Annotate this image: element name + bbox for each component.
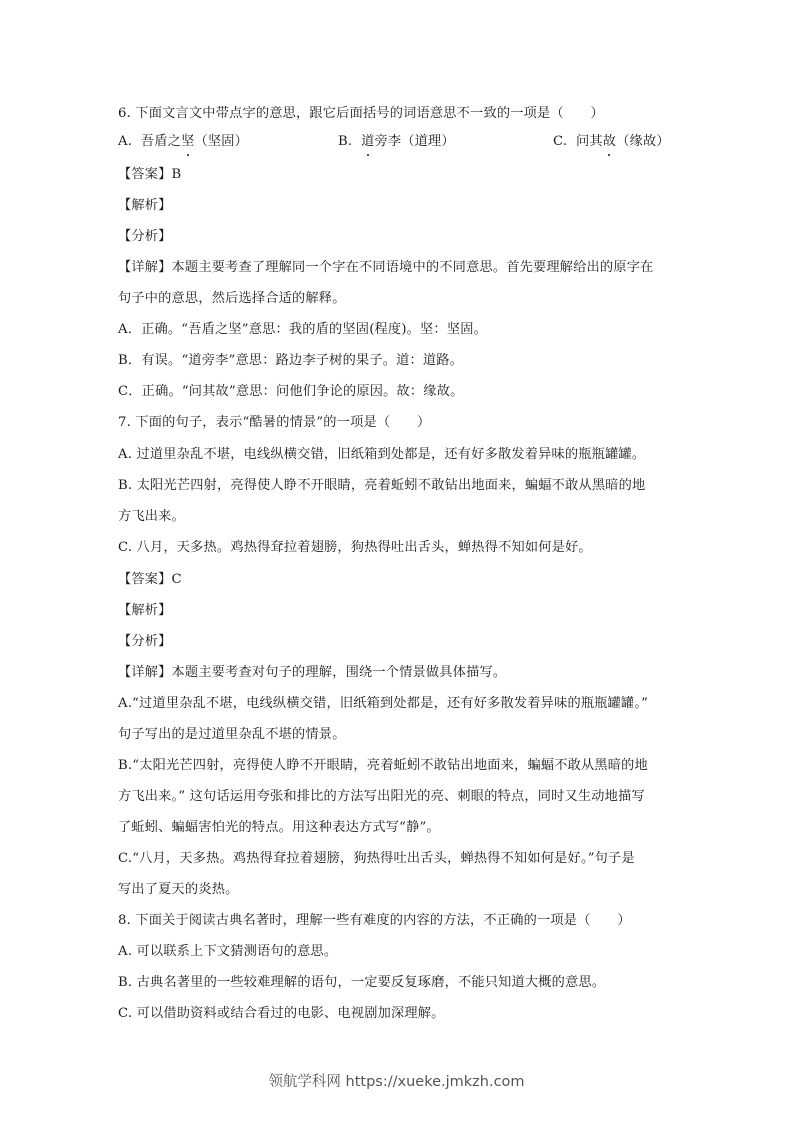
question-8-option-a: A. 可以联系上下文猜测语句的意思。 [118, 944, 338, 959]
question-6-fenxi-heading: 【分析】 [118, 229, 172, 244]
question-7-stem: 7. 下面的句子，表示“酷暑的情景”的一项是（ ） [118, 415, 431, 430]
question-8-option-c: C. 可以借助资料或结合看过的电影、电视剧加深理解。 [118, 1006, 445, 1021]
question-7-detail-line: 了蚯蚓、蝙蝠害怕光的特点。用这种表达方式写“静”。 [118, 820, 440, 835]
emphasis-dot-char: 坚 [181, 134, 195, 149]
question-7-detail-line: 【详解】本题主要考查对句子的理解，围绕一个情景做具体描写。 [118, 665, 507, 680]
emphasis-dot-char: 道 [361, 134, 375, 149]
question-7-option-b-cont: 方飞出来。 [118, 509, 185, 524]
question-7-detail-line: B.“太阳光芒四射，亮得使人睁不开眼睛，亮着蚯蚓不敢钻出地面来，蝙蝠不敢从黑暗的地 [118, 758, 648, 773]
question-6-option-c: C. 问其故（缘故） [553, 134, 670, 149]
question-7-fenxi-heading: 【分析】 [118, 634, 172, 649]
question-6-option-b: B. 道旁李（道理） [338, 134, 455, 149]
question-6-jiexi-heading: 【解析】 [118, 198, 172, 213]
question-6-detail-line: 【详解】本题主要考查了理解同一个字在不同语境中的不同意思。首先要理解给出的原字在 [118, 260, 654, 275]
footer-watermark: 领航学科网 https://xueke.jmkzh.com [268, 1074, 525, 1090]
question-7-detail-line: C.“八月，天多热。鸡热得耷拉着翅膀，狗热得吐出舌头，蝉热得不知如何是好。”句子是 [118, 851, 635, 866]
emphasis-dot-char: 故 [602, 134, 617, 149]
question-7-jiexi-heading: 【解析】 [118, 603, 172, 618]
question-7-answer: 【答案】C [118, 572, 182, 587]
question-6-detail-line: C．正确。“问其故”意思：问他们争论的原因。故：缘故。 [118, 384, 464, 399]
question-6-detail-line: 句子中的意思，然后选择合适的解释。 [118, 291, 346, 306]
question-7-detail-line: 句子写出的是过道里杂乱不堪的情景。 [118, 727, 346, 742]
question-6-answer: 【答案】B [118, 167, 182, 182]
question-7-option-c: C. 八月，天多热。鸡热得耷拉着翅膀，狗热得吐出舌头，蝉热得不知如何是好。 [118, 540, 592, 555]
question-7-detail-line: 方飞出来。” 这句话运用夸张和排比的方法写出阳光的亮、刺眼的特点，同时又生动地描写 [118, 789, 645, 804]
question-6-option-a: A. 吾盾之坚（坚固） [118, 134, 249, 149]
question-7-option-b: B. 太阳光芒四射，亮得使人睁不开眼睛，亮着蚯蚓不敢钻出地面来，蝙蝠不敢从黑暗的地 [118, 478, 646, 493]
question-8-option-b: B. 古典名著里的一些较难理解的语句，一定要反复琢磨，不能只知道大概的意思。 [118, 975, 606, 990]
question-6-detail-line: B．有误。“道旁李”意思：路边李子树的果子。道：道路。 [118, 353, 464, 368]
question-8-stem: 8. 下面关于阅读古典名著时，理解一些有难度的内容的方法，不正确的一项是（ ） [118, 913, 631, 928]
question-6-stem: 6. 下面文言文中带点字的意思，跟它后面括号的词语意思不一致的一项是（ ） [118, 106, 604, 121]
question-7-option-a: A. 过道里杂乱不堪，电线纵横交错，旧纸箱到处都是，还有好多散发着异味的瓶瓶罐罐。 [118, 447, 646, 462]
question-7-detail-line: 写出了夏天的炎热。 [118, 882, 239, 897]
question-6-detail-line: A．正确。“吾盾之坚”意思：我的盾的坚固(程度)。坚：坚固。 [118, 322, 487, 337]
question-7-detail-line: A.“过道里杂乱不堪，电线纵横交错，旧纸箱到处都是，还有好多散发着异味的瓶瓶罐罐。” [118, 696, 649, 711]
